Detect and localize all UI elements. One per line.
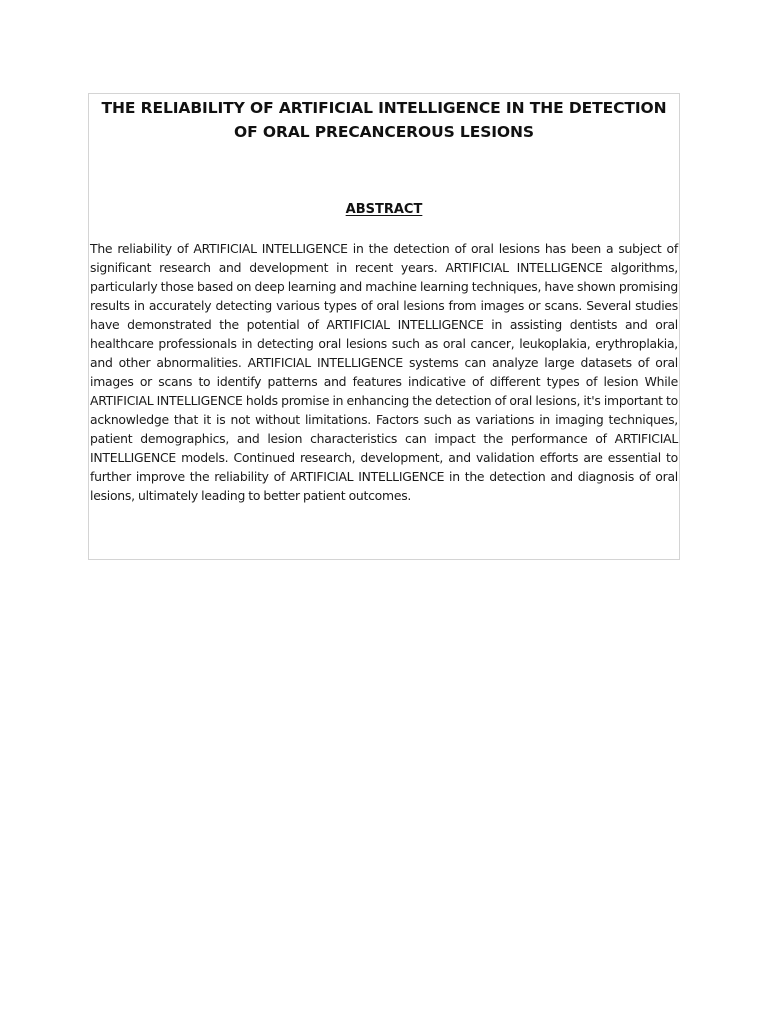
abstract-heading: ABSTRACT [345, 202, 423, 217]
document-title: THE RELIABILITY OF ARTIFICIAL INTELLIGENCE IN THE DETECTION OF ORAL PRECANCEROUS LESIONS [101, 99, 667, 141]
abstract-box [88, 93, 680, 560]
abstract-paragraph: The reliability of ARTIFICIAL INTELLIGENCE in the detection of oral lesions has been a subject of significant research and development in recent years. ARTIFICIAL INTELLIGENCE algorithms, particularly those based on deep learning and machine learning techniques, have shown promising results in accurately detecting various types of oral lesions from images or scans. Several studies have demonstrated the potential of ARTIFICIAL INTELLIGENCE in assisting dentists and oral healthcare professionals in detecting oral lesions such as oral cancer, leukoplakia, erythroplakia, and other abnormalities. ARTIFICIAL INTELLIGENCE systems can analyze large datasets of oral images or scans to identify patterns and features indicative of different types of lesion While ARTIFICIAL INTELLIGENCE holds promise in enhancing the detection of oral lesions, it's important to acknowledge that it is not without limitations. Factors such as variations in imaging techniques, patient demographics, and lesion characteristics can impact the performance of ARTIFICIAL INTELLIGENCE models. Continued research, development, and validation efforts are essential to further improve the reliability of ARTIFICIAL INTELLIGENCE in the detection and diagnosis of oral lesions, ultimately leading to better patient outcomes. [90, 241, 678, 503]
